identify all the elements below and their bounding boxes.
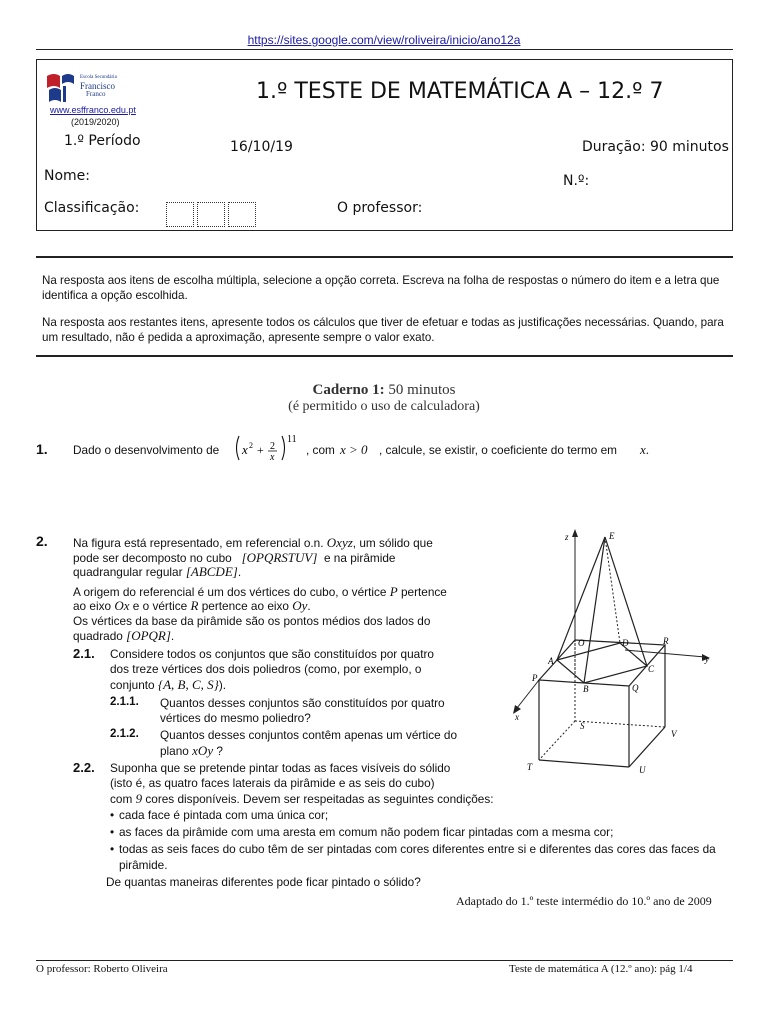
q21-l3-b: ). xyxy=(218,678,227,692)
student-number-label: N.º: xyxy=(563,173,590,189)
q22-line3 xyxy=(110,791,494,807)
q2-p3-line2 xyxy=(73,628,174,644)
q2-line2-b: e na pirâmide xyxy=(323,551,396,565)
q2-p2-Oy: Oy xyxy=(292,598,308,613)
instructions-bottom-rule xyxy=(36,355,733,357)
q2-p2-d: e o vértice xyxy=(132,599,188,613)
svg-text:2: 2 xyxy=(249,441,253,450)
q2-p3-b: quadrado xyxy=(73,629,123,643)
label-O: O xyxy=(578,638,585,648)
q2-line1-var: Oxyz xyxy=(326,535,353,550)
cube-hidden-SV xyxy=(575,721,665,727)
q2-line1-b: , um sólido que xyxy=(352,536,433,550)
q2-pyramid: [ABCDE] xyxy=(185,564,238,579)
label-A: A xyxy=(548,656,554,666)
school-year: (2019/2020) xyxy=(71,117,120,127)
top-rule xyxy=(36,49,733,50)
q22-bullet-2-marker: • xyxy=(110,825,115,839)
q212-var: xOy xyxy=(192,743,214,758)
q22-number: 2.2. xyxy=(73,760,95,775)
instruction-2: Na resposta aos restantes itens, apresente todos os cálculos que tiver de efetuar e todas as justificações necessárias. Quando, para um resultado, não é pedida a aproximação, apresente sempre o valor exato. xyxy=(42,316,724,344)
label-S: S xyxy=(580,721,585,731)
q2-p2-P: P xyxy=(389,584,398,599)
q211-line2: vértices do mesmo poliedro? xyxy=(160,711,311,725)
q22-bullet-1: cada face é pintada com uma única cor; xyxy=(119,808,329,822)
test-duration: Duração: 90 minutos xyxy=(582,139,729,155)
q2-line3 xyxy=(73,564,241,580)
label-V: V xyxy=(671,729,677,739)
q2-p2-R: R xyxy=(190,598,199,613)
logo-line1: Escola Secundária xyxy=(80,75,117,80)
q2-line2-a: pode ser decomposto no cubo xyxy=(73,551,232,565)
label-P: P xyxy=(532,673,538,683)
label-R: R xyxy=(663,636,669,646)
classification-box-3 xyxy=(228,202,256,227)
q211-number: 2.1.1. xyxy=(110,696,139,708)
q2-p3-line1: Os vértices da base da pirâmide são os pontos médios dos lados do xyxy=(73,614,431,628)
label-Q: Q xyxy=(632,683,639,693)
q2-line3-a: quadrangular regular xyxy=(73,565,183,579)
svg-text:x: x xyxy=(270,452,275,462)
school-website-link[interactable]: www.esffranco.edu.pt xyxy=(50,105,136,115)
q2-line1 xyxy=(73,535,433,551)
svg-text:+: + xyxy=(257,443,264,457)
q1-exponent: 11 xyxy=(287,434,297,445)
q22-line1: Suponha que se pretende pintar todas as faces visíveis do sólido xyxy=(110,761,451,775)
q212-number: 2.1.2. xyxy=(110,728,139,740)
q212-line1: Quantos desses conjuntos contêm apenas um vértice do xyxy=(160,728,458,742)
label-E: E xyxy=(609,531,615,541)
classification-box-2 xyxy=(197,202,225,227)
test-title: 1.º TESTE DE MATEMÁTICA A – 12.º 7 xyxy=(256,79,664,104)
q21-line1: Considere todos os conjuntos que são constituídos por quatro xyxy=(110,647,434,661)
label-D: D xyxy=(622,638,629,648)
solid-figure xyxy=(505,525,735,785)
logo-line2: Francisco xyxy=(80,81,115,91)
q2-p2-Ox: Ox xyxy=(114,598,130,613)
test-date: 16/10/19 xyxy=(230,139,293,155)
footer-page-info: Teste de matemática A (12.º ano): pág 1/4 xyxy=(509,963,693,975)
q21-number: 2.1. xyxy=(73,646,95,661)
q2-p3-square: [OPQR] xyxy=(126,628,171,643)
q2-p2-b: pertence xyxy=(400,585,447,599)
q22-line2: (isto é, as quatro faces laterais da pirâmide e as seis do cubo) xyxy=(110,776,435,790)
q2-p2-a: A origem do referencial é um dos vértices do cubo, o vértice xyxy=(73,585,387,599)
q22-bullet-2: as faces da pirâmide com uma aresta em comum não podem ficar pintadas com a mesma cor; xyxy=(119,825,614,839)
q1-text-c: , calcule, se existir, o coeficiente do termo em xyxy=(379,443,618,457)
classification-box-1 xyxy=(166,202,194,227)
label-T: T xyxy=(527,762,533,772)
q22-bullet-1-marker: • xyxy=(110,808,115,822)
q2-cube: [OPQRSTUV] xyxy=(241,550,318,565)
cube-edge-UV xyxy=(629,727,665,767)
q21-line2: dos treze vértices dos dois poliedros (como, por exemplo, o xyxy=(110,662,422,676)
x-axis xyxy=(517,680,539,708)
q2-source: Adaptado do 1.º teste intermédio do 10.º ano de 2009 xyxy=(456,894,712,908)
q211-line1: Quantos desses conjuntos são constituídos por quatro xyxy=(160,696,445,710)
logo-line3: Franco xyxy=(86,90,106,98)
q212-l2-a: plano xyxy=(160,744,189,758)
q1-text-b: , com xyxy=(306,443,335,457)
q22-bullet-3: todas as seis faces do cubo têm de ser pintadas com cores diferentes entre si e diferentes das cores das faces da pirâmide. xyxy=(119,842,716,872)
q1-term xyxy=(640,442,649,458)
z-arrow xyxy=(572,529,578,537)
label-U: U xyxy=(639,765,646,775)
label-x: x xyxy=(515,712,519,722)
q2-p2-c: ao eixo xyxy=(73,599,112,613)
label-y: y xyxy=(705,654,709,664)
q21-l3-a: conjunto xyxy=(110,678,155,692)
name-label: Nome: xyxy=(44,168,91,184)
q1-number: 1. xyxy=(36,441,48,457)
caderno-subtitle: (é permitido o uso de calculadora) xyxy=(288,399,480,414)
q21-line3 xyxy=(110,677,226,693)
caderno-duration: 50 minutos xyxy=(384,382,456,398)
footer-rule xyxy=(36,960,733,961)
q2-p2-f: . xyxy=(307,599,311,613)
q22-n: 9 xyxy=(135,791,143,806)
caderno-heading xyxy=(0,382,768,399)
pyr-edge-ED xyxy=(605,537,620,643)
svg-text:2: 2 xyxy=(270,441,275,452)
q2-line3-b: . xyxy=(237,565,242,579)
q1-term-var: x xyxy=(640,442,646,457)
instruction-1: Na resposta aos itens de escolha múltipla, selecione a opção correta. Escreva na folha de respostas o número do item e a letra que identifica a opção escolhida. xyxy=(42,274,720,302)
classification-label: Classificação: xyxy=(44,200,140,216)
q2-line1-a: Na figura está representado, em referencial o.n. xyxy=(73,536,324,550)
caderno-title: Caderno 1: xyxy=(312,382,385,398)
q22-bullet-3-marker: • xyxy=(110,842,115,856)
professor-label: O professor: xyxy=(337,200,423,216)
period: 1.º Período xyxy=(64,133,141,149)
q1-condition: x > 0 xyxy=(340,442,368,457)
q21-set: {A, B, C, S} xyxy=(157,677,219,692)
pyr-edge-EB xyxy=(584,537,605,683)
source-url-link[interactable]: https://sites.google.com/view/roliveira/inicio/ano12a xyxy=(247,33,521,47)
cube-edge-TU xyxy=(539,760,629,767)
q212-l2-b: ? xyxy=(216,744,223,758)
footer-professor: O professor: Roberto Oliveira xyxy=(36,963,168,975)
q22-l3-a: com xyxy=(110,792,133,806)
q212-line2 xyxy=(160,743,223,759)
q1-text-a: Dado o desenvolvimento de xyxy=(73,443,220,457)
pyramid-base xyxy=(557,643,647,683)
q2-p2-line2 xyxy=(73,598,311,614)
q1-expression xyxy=(233,430,307,462)
q2-p2-e: pertence ao eixo xyxy=(201,599,289,613)
label-z: z xyxy=(565,532,569,542)
q2-number: 2. xyxy=(36,533,48,549)
instructions-top-rule xyxy=(36,256,733,258)
svg-text:x: x xyxy=(242,442,248,457)
label-C: C xyxy=(648,664,655,674)
label-B: B xyxy=(583,684,589,694)
q1-end: . xyxy=(645,442,650,457)
q22-l3-b: cores disponíveis. Devem ser respeitadas as seguintes condições: xyxy=(145,792,494,806)
q2-p3-c: . xyxy=(170,629,175,643)
cube-hidden-ST xyxy=(539,721,575,760)
q22-question: De quantas maneiras diferentes pode ficar pintado o sólido? xyxy=(106,875,421,889)
